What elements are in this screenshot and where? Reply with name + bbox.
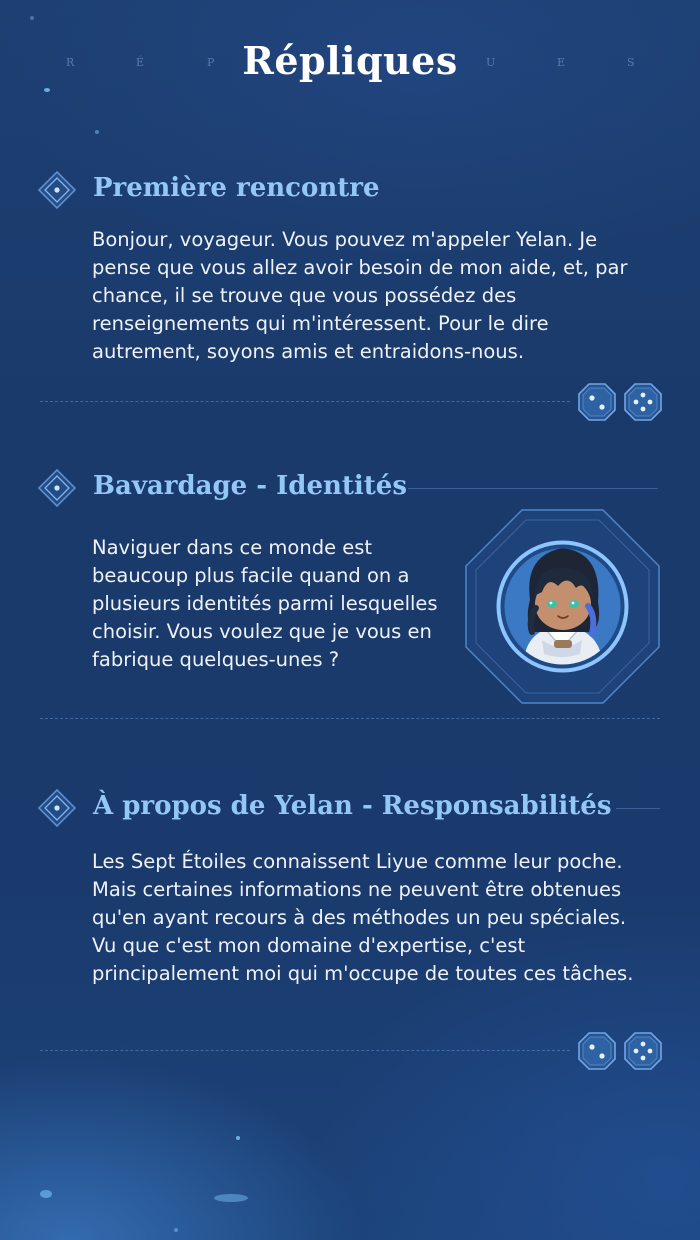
section-text: Bonjour, voyageur. Vous pouvez m'appeler Yelan. Je pense que vous allez avoir besoin de mon aide, et, par chance, il se trouve que vous possédez des renseignements qui m'intéressent. Pour le dire autrement, soyons amis et entraidons-nous. xyxy=(92,228,628,363)
section-divider xyxy=(40,401,570,402)
deco-letter: É xyxy=(136,56,145,69)
sparkle-decoration xyxy=(174,1228,178,1232)
sparkle-decoration xyxy=(44,88,50,92)
sparkle-decoration xyxy=(236,1136,240,1140)
section-divider xyxy=(40,718,660,719)
dice-four-icon[interactable] xyxy=(624,383,662,421)
diamond-dot-icon xyxy=(38,469,76,507)
diamond-dot-icon xyxy=(38,789,76,827)
section-title: À propos de Yelan - Responsabilités xyxy=(93,791,612,821)
deco-letter: P xyxy=(207,56,215,69)
section-title: Première rencontre xyxy=(93,173,380,203)
page-title: Répliques xyxy=(242,38,458,83)
section-header xyxy=(38,789,678,829)
section-text: Les Sept Étoiles connaissent Liyue comme leur poche. Mais certaines informations ne peuvent être obtenues qu'en ayant recours à des méthodes un peu spéciales. Vu que c'est mon domaine d'expertise, c'est principalement moi qui m'occupe de toutes ces tâches. xyxy=(92,850,634,985)
sparkle-decoration xyxy=(214,1194,248,1202)
dice-four-icon[interactable] xyxy=(624,1032,662,1070)
diamond-dot-icon xyxy=(38,171,76,209)
sparkle-decoration xyxy=(95,130,99,134)
deco-letter: S xyxy=(627,56,635,69)
section-title: Bavardage - Identités xyxy=(93,471,407,501)
deco-letter: R xyxy=(66,56,75,69)
dice-two-icon[interactable] xyxy=(578,1032,616,1070)
dice-two-icon[interactable] xyxy=(578,383,616,421)
sparkle-decoration xyxy=(30,16,34,20)
deco-letter: E xyxy=(557,56,566,69)
yelan-chibi-avatar xyxy=(464,508,661,705)
section-header-line xyxy=(616,808,660,809)
section-header xyxy=(38,171,678,211)
section-divider xyxy=(40,1050,570,1051)
deco-letter: U xyxy=(486,56,496,69)
sparkle-decoration xyxy=(40,1190,52,1198)
section-header xyxy=(38,469,678,509)
section-header-line xyxy=(408,488,658,489)
section-text: Naviguer dans ce monde est beaucoup plus facile quand on a plusieurs identités parmi lesquelles choisir. Vous voulez que je vous en fabrique quelques-unes ? xyxy=(92,536,438,671)
